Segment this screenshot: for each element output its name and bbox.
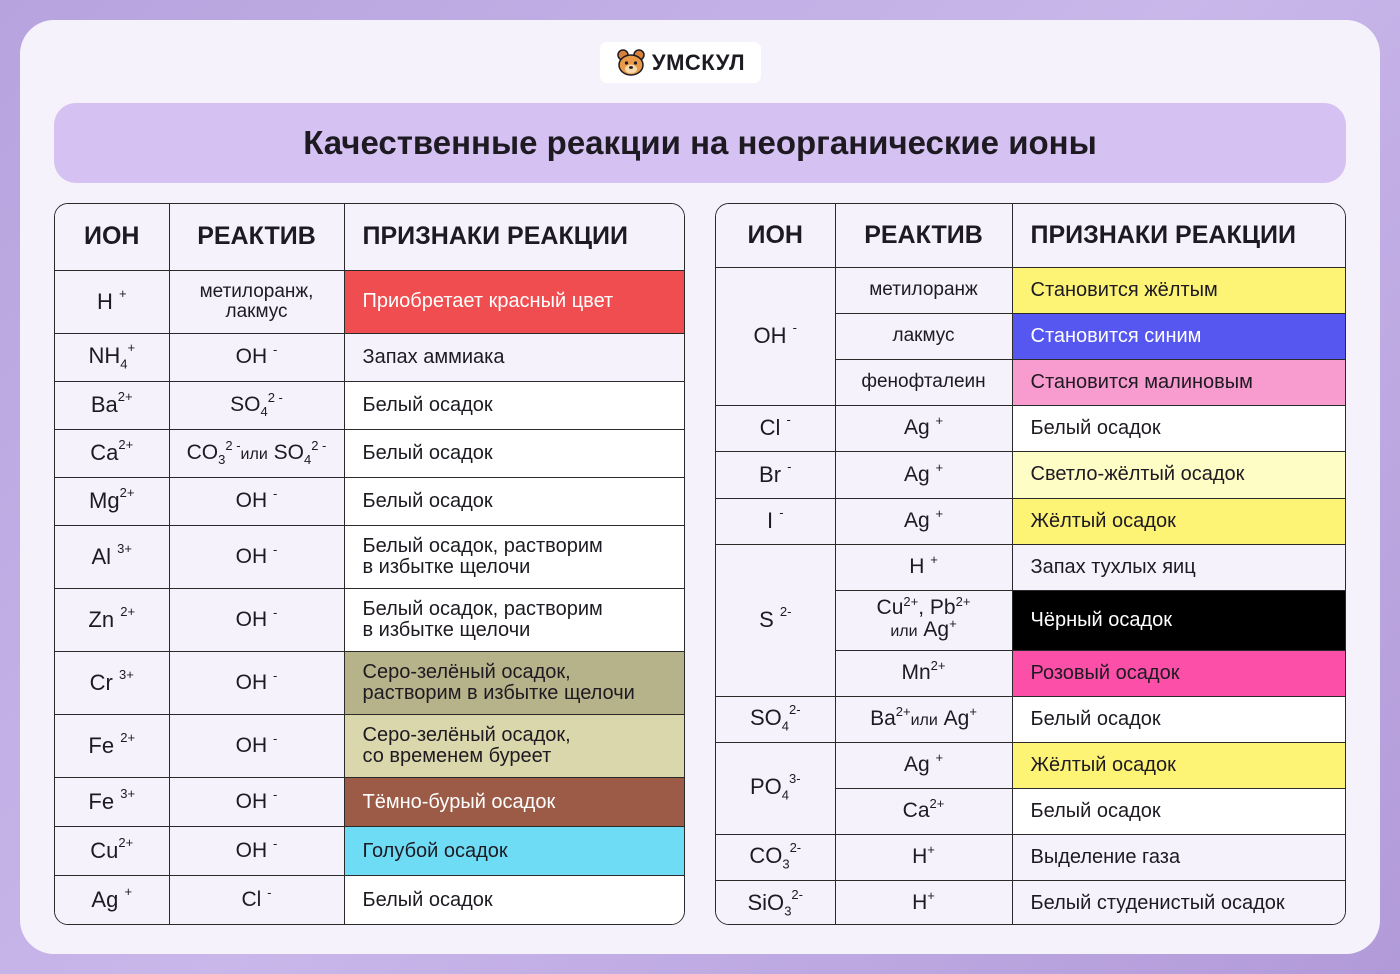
reagent-cell: OH -: [169, 525, 344, 588]
reagent-cell: Ag +: [835, 451, 1012, 498]
left-table: [54, 203, 685, 925]
reagent-cell: лакмус: [835, 313, 1012, 359]
header-ion: ИОН: [716, 204, 835, 267]
reagent-cell: OH -: [169, 333, 344, 381]
ion-cell: Fe $^{3+}$: [55, 778, 169, 827]
reagent-cell: OH -: [169, 715, 344, 778]
reagent-cell: OH -: [169, 827, 344, 876]
reagent-cell: Ag +: [835, 742, 1012, 788]
table-row: [716, 544, 1345, 590]
sign-cell: Становится малиновым: [1012, 359, 1345, 405]
sign-cell: Белый осадок, растворим в избытке щелочи: [344, 588, 684, 651]
reagent-cell: OH -: [169, 778, 344, 827]
reagent-cell: OH -: [169, 652, 344, 715]
ion-cell: SiO$_3^{2-}$: [716, 880, 835, 925]
ion-cell: Cl -: [716, 405, 835, 451]
ion-cell: S $^{2-}$: [716, 544, 835, 696]
sign-cell: Белый осадок: [1012, 788, 1345, 834]
table-row: [55, 876, 684, 924]
sign-cell: Белый студенистый осадок: [1012, 880, 1345, 925]
reagent-cell: $Ba^{2+}или$ Ag+: [835, 696, 1012, 742]
sign-cell: Белый осадок, растворим в избытке щелочи: [344, 525, 684, 588]
table-row: [55, 525, 684, 588]
right-table: [715, 203, 1346, 925]
table-row: [55, 270, 684, 333]
table-row: [716, 451, 1345, 498]
brand-name: УМСКУЛ: [651, 49, 746, 75]
table-row: [55, 381, 684, 429]
reagent-cell: H+: [835, 834, 1012, 880]
ion-cell: H +: [55, 270, 169, 333]
sign-cell: Розовый осадок: [1012, 650, 1345, 696]
ion-cell: $NH_4^+$: [55, 333, 169, 381]
bear-icon: [616, 49, 646, 77]
sign-cell: Серо-зелёный осадок, со временем буреет: [344, 715, 684, 778]
table-row: [55, 827, 684, 876]
brand-logo: [600, 42, 761, 83]
reagent-cell: OH -: [169, 477, 344, 525]
table-header-row: [716, 204, 1345, 267]
ion-cell: Br -: [716, 451, 835, 498]
page-title: Качественные реакции на неорганические ионы: [303, 124, 1097, 161]
reagent-cell: фенофталеин: [835, 359, 1012, 405]
table-row: [55, 429, 684, 477]
table-row: [716, 405, 1345, 451]
header-reagent: РЕАКТИВ: [169, 204, 344, 270]
reagent-cell: Ag +: [835, 405, 1012, 451]
reagent-cell: $Ca^{2+}$: [835, 788, 1012, 834]
reagent-cell: H+: [835, 880, 1012, 925]
reagent-cell: $CO_3^{2 -}или$ $SO_4^{2 -}$: [169, 429, 344, 477]
sign-cell: Запах аммиака: [344, 333, 684, 381]
table-row: [55, 477, 684, 525]
sign-cell: Чёрный осадок: [1012, 590, 1345, 650]
ion-cell: $CO_3^{2-}$: [716, 834, 835, 880]
ion-cell: Cr $^{3+}$: [55, 652, 169, 715]
reagent-cell: OH -: [169, 588, 344, 651]
reagent-cell: $SO_4^{2 -}$: [169, 381, 344, 429]
ion-cell: Zn $^{2+}$: [55, 588, 169, 651]
table-row: [716, 696, 1345, 742]
ion-cell: $Ca^{2+}$: [55, 429, 169, 477]
table-row: [716, 742, 1345, 788]
sign-cell: Серо-зелёный осадок, растворим в избытке щелочи: [344, 652, 684, 715]
reagent-cell: метилоранж: [835, 267, 1012, 313]
ion-cell: Ag +: [55, 876, 169, 924]
sign-cell: Жёлтый осадок: [1012, 498, 1345, 544]
table-row: [55, 778, 684, 827]
reagent-cell: $Cu^{2+}$, $Pb^{2+}$ или Ag+: [835, 590, 1012, 650]
reagent-cell: $Mn^{2+}$: [835, 650, 1012, 696]
sign-cell: Белый осадок: [1012, 696, 1345, 742]
ion-cell: OH -: [716, 267, 835, 405]
sign-cell: Голубой осадок: [344, 827, 684, 876]
ion-cell: $Cu^{2+}$: [55, 827, 169, 876]
ion-cell: $Mg^{2+}$: [55, 477, 169, 525]
sign-cell: Выделение газа: [1012, 834, 1345, 880]
sign-cell: Становится жёлтым: [1012, 267, 1345, 313]
sign-cell: Белый осадок: [344, 381, 684, 429]
reagent-cell: Cl -: [169, 876, 344, 924]
reagent-cell: метилоранж, лакмус: [169, 270, 344, 333]
ion-cell: Al $^{3+}$: [55, 525, 169, 588]
table-row: [55, 652, 684, 715]
ion-cell: $SO_4^{2-}$: [716, 696, 835, 742]
sign-cell: Белый осадок: [344, 477, 684, 525]
sign-cell: Тёмно-бурый осадок: [344, 778, 684, 827]
table-row: [716, 880, 1345, 925]
header-reagent: РЕАКТИВ: [835, 204, 1012, 267]
table-row: [55, 333, 684, 381]
reagent-cell: H +: [835, 544, 1012, 590]
sign-cell: Белый осадок: [344, 429, 684, 477]
sign-cell: Светло-жёлтый осадок: [1012, 451, 1345, 498]
table-row: [55, 588, 684, 651]
sign-cell: Белый осадок: [1012, 405, 1345, 451]
table-row: [716, 498, 1345, 544]
ion-cell: I -: [716, 498, 835, 544]
header-signs: ПРИЗНАКИ РЕАКЦИИ: [1012, 204, 1345, 267]
ion-cell: $PO_4^{3-}$: [716, 742, 835, 834]
sign-cell: Запах тухлых яиц: [1012, 544, 1345, 590]
table-header-row: [55, 204, 684, 270]
header-ion: ИОН: [55, 204, 169, 270]
sign-cell: Жёлтый осадок: [1012, 742, 1345, 788]
sign-cell: Приобретает красный цвет: [344, 270, 684, 333]
ion-cell: $Ba^{2+}$: [55, 381, 169, 429]
title-banner: [54, 103, 1346, 183]
sign-cell: Белый осадок: [344, 876, 684, 924]
table-row: [716, 834, 1345, 880]
ion-cell: Fe $^{2+}$: [55, 715, 169, 778]
sign-cell: Становится синим: [1012, 313, 1345, 359]
header-signs: ПРИЗНАКИ РЕАКЦИИ: [344, 204, 684, 270]
table-row: [55, 715, 684, 778]
reagent-cell: Ag +: [835, 498, 1012, 544]
table-row: [716, 267, 1345, 313]
